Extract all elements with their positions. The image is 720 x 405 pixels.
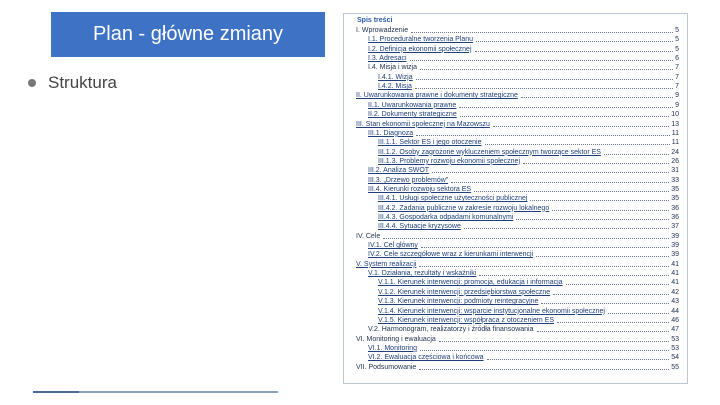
toc-entry-page: 6 <box>675 55 679 63</box>
toc-dot-leader <box>604 153 669 155</box>
bullet-text: Struktura <box>48 73 117 92</box>
toc-entry-text: V.1.3. Kierunek interwencji: podmioty reintegracyjne <box>378 298 539 306</box>
toc-dot-leader <box>521 96 673 98</box>
toc-dot-leader <box>537 330 670 332</box>
toc-entry-page: 26 <box>671 157 679 165</box>
toc-entry-page: 7 <box>675 83 679 91</box>
toc-dot-leader <box>460 115 669 117</box>
toc-entry-page: 13 <box>671 120 679 128</box>
toc-entry-page: 10 <box>671 111 679 119</box>
toc-entry-page: 39 <box>671 251 679 259</box>
toc-entry-page: 11 <box>671 129 679 137</box>
toc-dot-leader <box>485 143 670 145</box>
toc-dot-leader <box>516 218 669 220</box>
toc-dot-leader <box>459 106 673 108</box>
toc-dot-leader <box>479 274 669 276</box>
toc-entry-page: 36 <box>671 214 679 221</box>
toc-entry-text: V. System realizacji <box>356 260 417 268</box>
toc-dot-leader <box>419 265 669 267</box>
toc-dot-leader <box>553 293 669 295</box>
toc-entry-text: I.4.2. Misja <box>378 83 412 91</box>
toc-entry-text: I.4. Misja i wizja <box>368 64 418 72</box>
toc-entry-text: III.4.3. Gospodarka odpadami komunalnymi <box>378 214 514 221</box>
toc-entry-text: V.1.4. Kierunek interwencji: wsparcie instytucjonalne ekonomii społecznej <box>378 307 605 315</box>
toc-dot-leader <box>523 162 669 164</box>
toc-entry-page: 7 <box>675 73 679 81</box>
toc-entry-text: III. Stan ekonomii społecznej na Mazowszu <box>356 120 490 128</box>
toc-dot-leader <box>383 237 669 239</box>
toc-entry-page: 44 <box>671 307 679 315</box>
slide-title-text: Plan - główne zmiany <box>92 23 284 45</box>
toc-entry-page: 41 <box>671 260 679 268</box>
footer-divider-accent <box>33 391 79 393</box>
toc-entry-text: II.1. Uwarunkowania prawne <box>368 101 457 109</box>
toc-entry-text: III.4.1. Usługi społeczne użyteczności publicznej <box>378 195 528 203</box>
toc-entry-text: I.3. Adresaci <box>368 55 407 63</box>
toc-entry-page: 54 <box>671 354 679 362</box>
toc-dot-leader <box>541 302 669 304</box>
document-page-image <box>343 13 688 384</box>
toc-entry-page: 41 <box>671 279 679 287</box>
toc-entry-text: III.1.2. Osoby zagrożone wykluczeniem społecznym tworzące sektor ES <box>378 148 601 156</box>
slide-title <box>51 12 325 57</box>
toc-dot-leader <box>420 68 673 70</box>
toc-dot-leader <box>552 209 669 211</box>
toc-dot-leader <box>608 312 669 314</box>
toc-dot-leader <box>415 87 673 89</box>
toc-dot-leader <box>487 358 670 360</box>
toc-entry-page: 46 <box>671 316 679 324</box>
toc-dot-leader <box>476 40 673 42</box>
toc-entry-page: 39 <box>671 242 679 250</box>
toc-dot-leader <box>410 59 674 61</box>
toc-entry-text: I.2. Definicja ekonomii społecznej <box>368 45 472 53</box>
bullet-dot-icon <box>28 79 36 87</box>
toc-entry-page: 43 <box>671 298 679 306</box>
toc-entry-page: 53 <box>671 335 679 343</box>
toc-entry-page: 5 <box>675 27 679 34</box>
toc-entry-text: IV. Cele <box>356 232 381 240</box>
toc-entry-text: V.1.1. Kierunek interwencji: promocja, edukacja i informacja <box>378 279 563 287</box>
toc-dot-leader <box>416 78 673 80</box>
toc-entry-page: 9 <box>675 101 679 109</box>
toc-entry-page: 35 <box>671 185 679 193</box>
toc-entry-text: V.1.2. Kierunek interwencji: przedsiębiorstwa społeczne <box>378 288 551 296</box>
toc-dot-leader <box>474 190 669 192</box>
toc-entry-page: 47 <box>671 326 679 334</box>
toc-entry-text: VI.2. Ewaluacja częściowa i końcowa <box>368 354 484 362</box>
toc-entry-text: IV.2. Cele szczegółowe wraz z kierunkami interwencji <box>368 251 534 259</box>
toc-entry-page: 36 <box>671 204 679 212</box>
toc-entry-page: 5 <box>675 36 679 44</box>
toc-entry[interactable] <box>356 362 679 372</box>
toc-entry-text: III.4. Kierunki rozwoju sektora ES <box>368 185 472 193</box>
toc-entry-page: 5 <box>675 45 679 53</box>
toc-dot-leader <box>411 31 673 33</box>
toc-dot-leader <box>421 246 669 248</box>
toc-entry-page: 33 <box>671 176 679 184</box>
toc-dot-leader <box>530 199 669 201</box>
toc-entry-text: I. Wprowadzenie <box>356 27 409 34</box>
toc-entry-text: III.4.2. Zadania publiczne w zakresie rozwoju lokalnego <box>378 204 550 212</box>
toc-heading: Spis treści <box>357 17 393 24</box>
toc-entry-page: 7 <box>675 64 679 72</box>
toc-entry-page: 24 <box>671 148 679 156</box>
toc-entry-text: III.2. Analiza SWOT <box>368 167 430 175</box>
toc-dot-leader <box>464 227 669 229</box>
toc-entry-text: II.2. Dokumenty strategiczne <box>368 111 457 119</box>
toc-entry-page: 37 <box>671 223 679 231</box>
toc-entry-text: III.1.1. Sektor ES i jego otoczenie <box>378 139 482 147</box>
toc-dot-leader <box>566 283 670 285</box>
toc-entry-text: VI. Monitoring i ewaluacja <box>356 335 436 343</box>
toc-dot-leader <box>420 349 669 351</box>
toc-entry-page: 39 <box>671 232 679 240</box>
toc-entry-text: II. Uwarunkowania prawne i dokumenty strategiczne <box>356 92 518 100</box>
toc-dot-leader <box>475 50 674 52</box>
toc-entry-text: III.1.3. Problemy rozwoju ekonomii społecznej <box>378 157 521 165</box>
toc-dot-leader <box>493 125 669 127</box>
toc-entry-page: 55 <box>671 363 679 371</box>
toc-entry-text: III.3. „Drzewo problemów” <box>368 176 449 184</box>
toc-entry-text: VI.1. Monitoring <box>368 344 418 352</box>
toc-dot-leader <box>536 255 669 257</box>
toc-entry-page: 35 <box>671 195 679 203</box>
bullet-item <box>28 73 117 93</box>
toc-dot-leader <box>419 368 669 370</box>
toc-entry-text: V.2. Harmonogram, realizatorzy i źródła finansowania <box>368 326 534 334</box>
toc-entry-text: VII. Podsumowanie <box>356 363 417 371</box>
toc-entry-page: 41 <box>671 270 679 278</box>
toc-dot-leader <box>557 321 669 323</box>
toc-entry-page: 11 <box>671 139 679 147</box>
toc-entry-text: IV.1. Cel główny <box>368 242 418 250</box>
toc-entry-page: 31 <box>671 167 679 175</box>
toc-entry-text: V.1.5. Kierunek interwencji: współpraca z otoczeniem ES <box>378 316 554 324</box>
toc-entry-text: I.4.1. Wizja <box>378 73 413 81</box>
toc-entry-page: 42 <box>671 288 679 296</box>
toc-dot-leader <box>451 181 669 183</box>
toc-entry-text: III.1. Diagnoza <box>368 129 414 137</box>
toc-entry-page: 9 <box>675 92 679 100</box>
toc-entry-text: I.1. Proceduralne tworzenia Planu <box>368 36 474 44</box>
toc-entry-text: III.4.4. Sytuacje kryzysowe <box>378 223 461 231</box>
toc-dot-leader <box>439 340 669 342</box>
toc-dot-leader <box>416 134 670 136</box>
toc-entry-text: V.1. Działania, rezultaty i wskaźniki <box>368 270 477 278</box>
toc-entry-page: 53 <box>671 344 679 352</box>
toc-dot-leader <box>432 171 669 173</box>
